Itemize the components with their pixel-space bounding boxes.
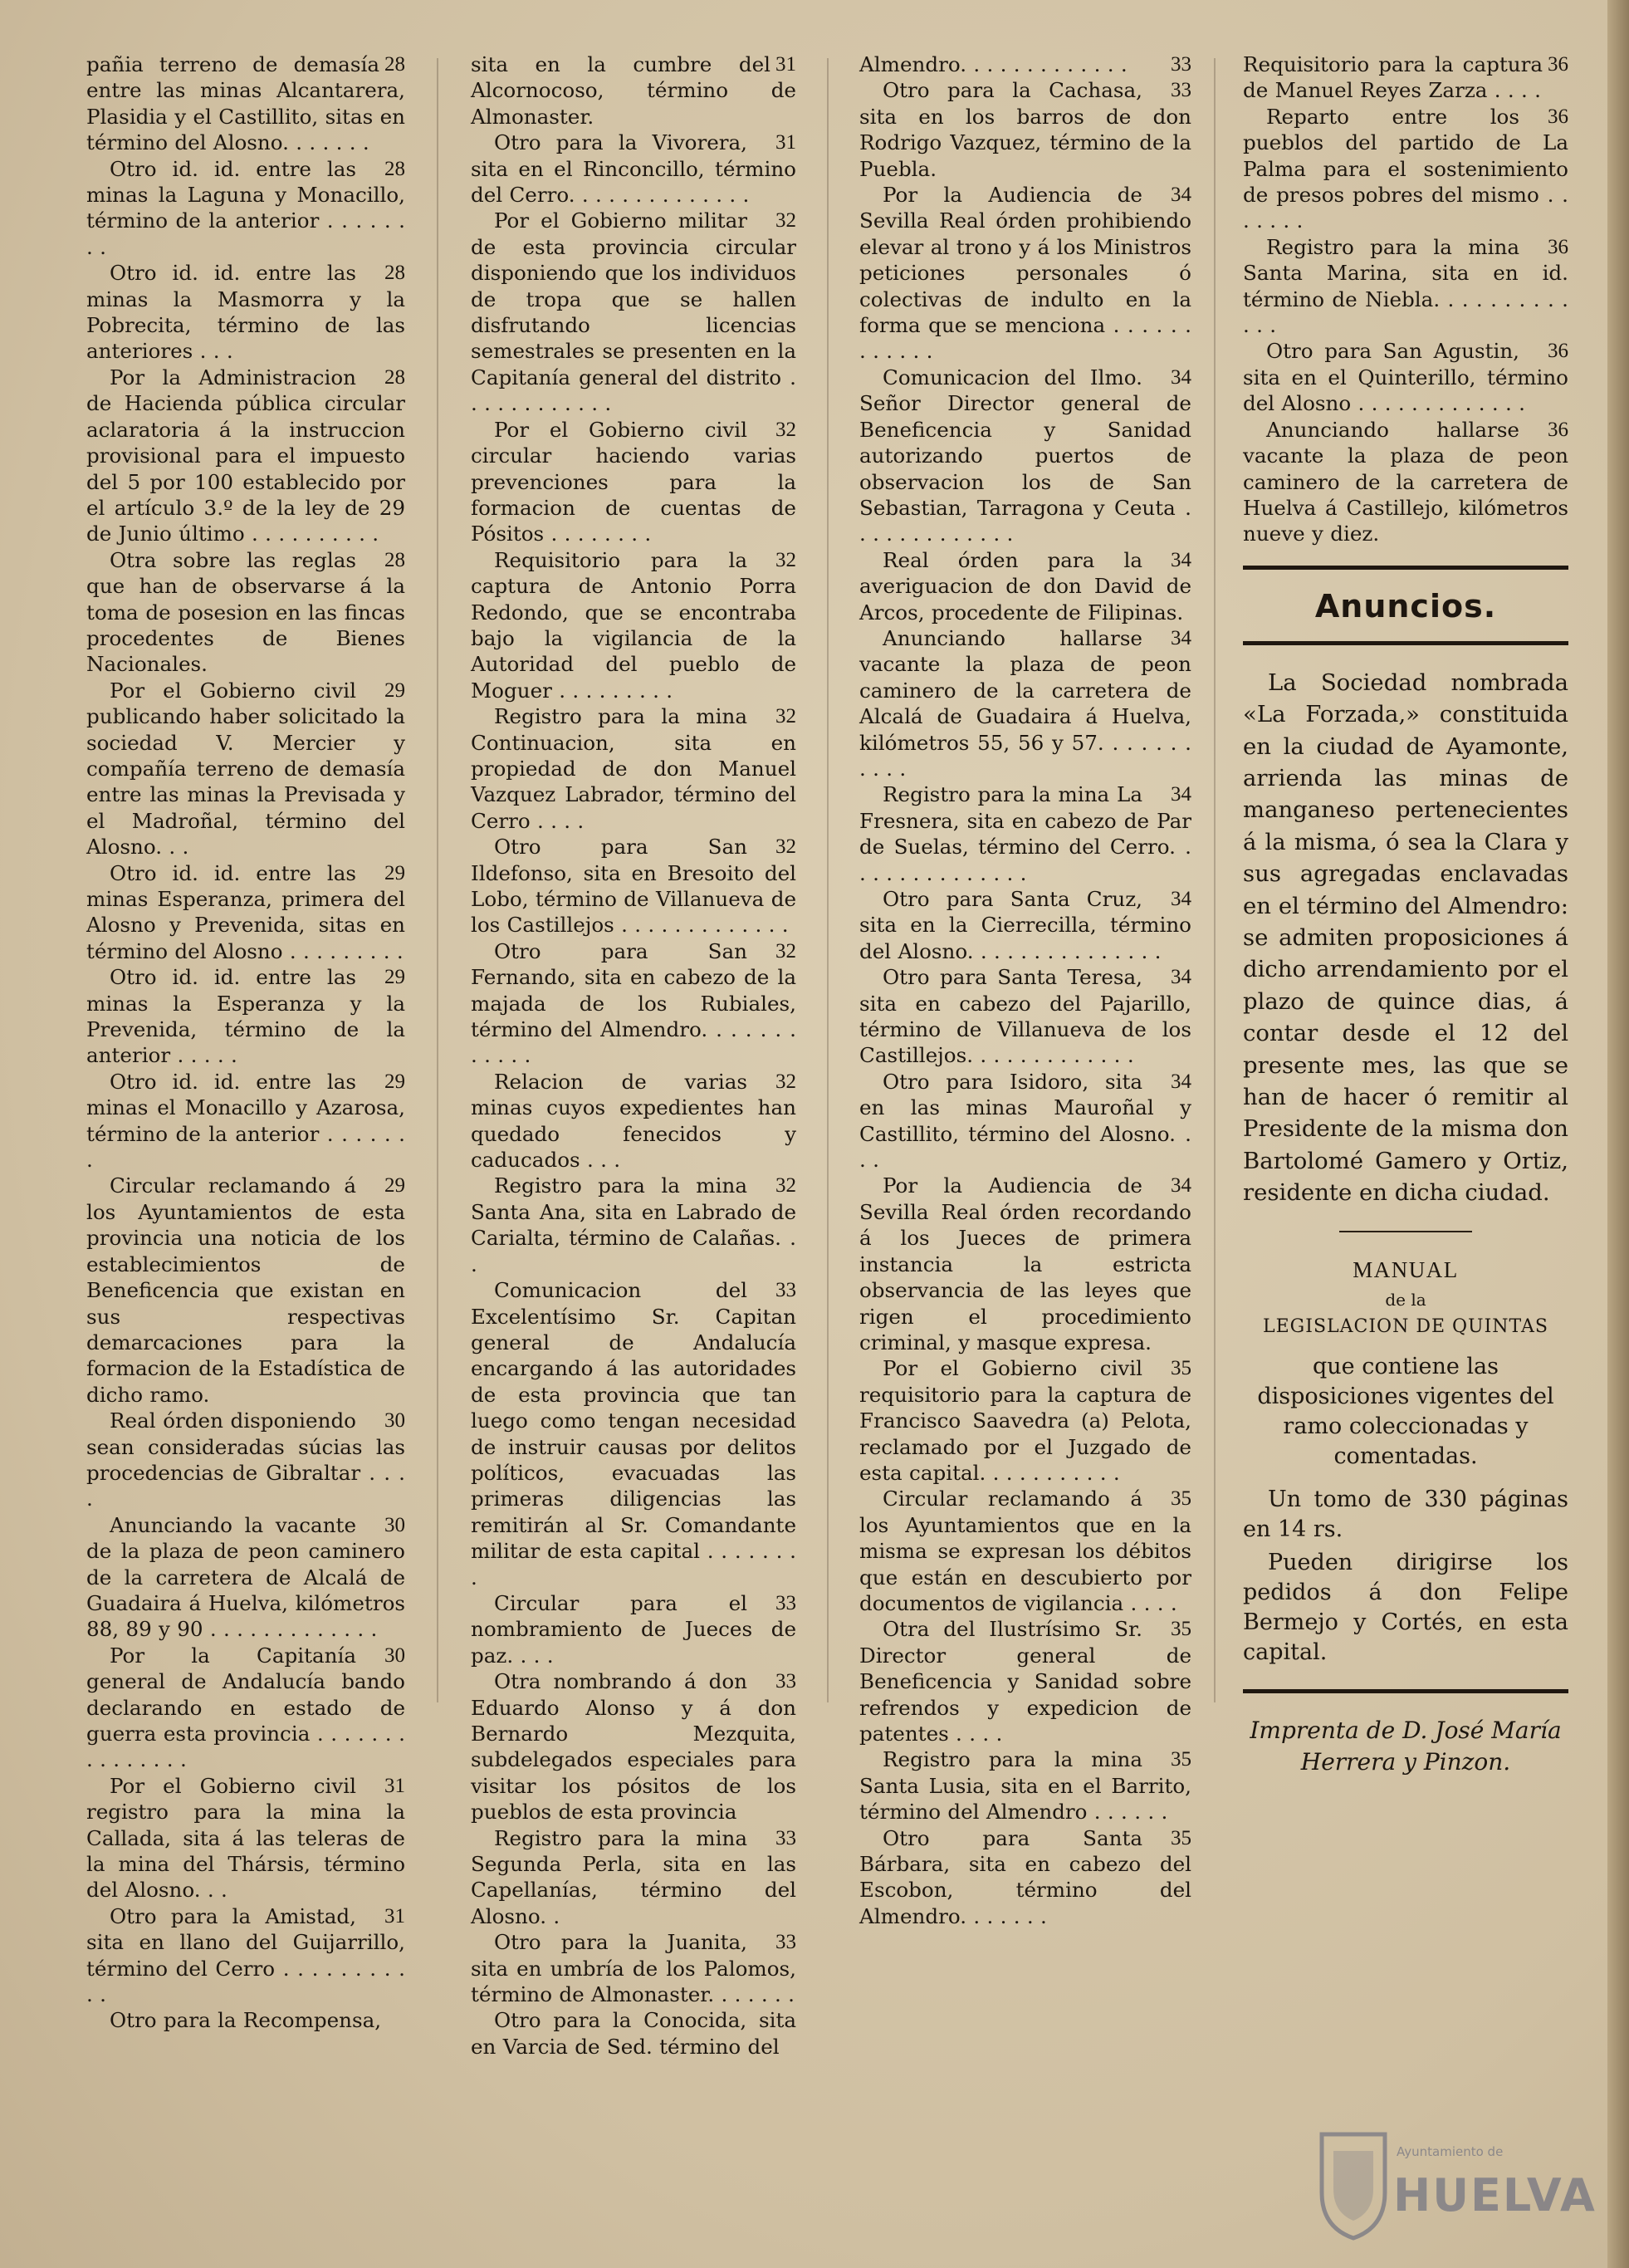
page-number: 33 (775, 1670, 796, 1693)
page-number: 30 (384, 1643, 405, 1667)
entry-text: Otro id. id. entre las minas la Masmorra y la Pobrecita, término de las anteriores . . . (86, 261, 405, 364)
index-entry (859, 1173, 1191, 1355)
index-entry (859, 1616, 1191, 1746)
page-number: 34 (1171, 548, 1191, 571)
entry-text: Por el Gobierno civil registro para la mina la Callada, sita á las teleras de la mina del Thársis, término del Alosno. . . (86, 1773, 405, 1903)
anuncios-heading: Anuncios. (1314, 587, 1497, 625)
entry-text: Registro para la mina Santa Ana, sita en Labrado de Carialta, término de Calañas. . . (471, 1173, 796, 1276)
index-entry (859, 1355, 1191, 1486)
entry-text: Otra nombrando á don Eduardo Alonso y á don Bernardo Mezquita, subdelegados especiales para visitar los pósitos de los pueblos de esta provincia (471, 1669, 796, 1825)
page-number: 35 (1171, 1748, 1191, 1771)
entry-text: Reparto entre los pueblos del partido de La Palma para el sostenimiento de presos pobres del mismo . . . . . . . (1243, 104, 1568, 233)
index-entry (86, 1408, 405, 1512)
entry-text: Otro para Santa Bárbara, sita en cabezo del Escobon, término del Almendro. . . . . . . (859, 1825, 1191, 1928)
index-entry (471, 834, 796, 938)
page-number: 35 (1171, 1618, 1191, 1641)
index-entry (471, 51, 796, 130)
index-entry (86, 2007, 405, 2033)
page-number: 31 (775, 131, 796, 154)
page-number: 34 (1171, 888, 1191, 910)
index-entry (859, 77, 1191, 182)
entry-text: Otro para Santa Teresa, sita en cabezo del Pajarillo, término de Villanueva de los Castillejos. . . . . . . . . . . . . (859, 965, 1191, 1068)
page-number: 33 (775, 1826, 796, 1849)
index-entry (86, 1643, 405, 1773)
page-number: 34 (1171, 783, 1191, 806)
entry-text: Real órden para la averiguacion de don David de Arcos, procedente de Filipinas. (859, 547, 1191, 625)
page-number: 29 (384, 966, 405, 989)
page-number: 28 (384, 262, 405, 285)
section-rule (1243, 641, 1568, 645)
entry-text: Otra sobre las reglas que han de observarse á la toma de posesion en las fincas procedentes de Bienes Nacionales. (86, 547, 405, 677)
page-number: 32 (775, 548, 796, 571)
index-entry (471, 703, 796, 834)
index-entry (471, 1668, 796, 1825)
page-number: 34 (1171, 966, 1191, 989)
column-rule (1214, 58, 1216, 1702)
entry-text: Circular reclamando á los Ayuntamientos de esta provincia una noticia de los establecimientos de Beneficencia que existan en sus respectivas demarcaciones para la formacion de la Estadística de dicho ramo. (86, 1173, 405, 1407)
manual-subtitle: LEGISLACION DE QUINTAS (1263, 1315, 1548, 1337)
entry-text: Registro para la mina Santa Lusia, sita en el Barrito, término del Almendro . . . . . . (859, 1747, 1191, 1825)
entry-text: sita en la cumbre del Alcornocoso, término de Almonaster. (471, 52, 796, 129)
index-entry (471, 547, 796, 703)
index-entry (471, 1590, 796, 1668)
entry-text: Por el Gobierno militar de esta provincia circular disponiendo que los individuos de tropa que se hallen disfrutando licencias semestrales se presenten en la Capitanía general del distrito . . . . . . . . . . . . (471, 208, 796, 416)
index-entry (859, 886, 1191, 964)
entry-text: Almendro. . . . . . . . . . . . . (859, 52, 1128, 76)
entry-text: Requisitorio para la captura de Antonio Porra Redondo, que se encontraba bajo la vigilancia de la Autoridad del pueblo de Moguer . . . . . . . . . (471, 547, 796, 703)
index-column-2 (471, 51, 796, 2059)
page-number: 32 (775, 939, 796, 963)
page-number: 30 (384, 1409, 405, 1433)
index-entry (86, 260, 405, 365)
index-entry (471, 2007, 796, 2060)
index-entry (86, 1069, 405, 1173)
page-number: 33 (775, 1279, 796, 1302)
page-number: 32 (775, 1070, 796, 1093)
page-number: 31 (775, 53, 796, 76)
page-number: 36 (1548, 340, 1568, 363)
index-entry (471, 1069, 796, 1173)
entry-text: Anunciando hallarse vacante la plaza de peon caminero de la carretera de Alcalá de Guadaira á Huelva, kilómetros 55, 56 y 57. . . . . . . . . . . (859, 625, 1191, 781)
index-entry (86, 1903, 405, 2008)
manual-price: Un tomo de 330 páginas en 14 rs. (1243, 1486, 1568, 1542)
entry-text: Otro para la Recompensa, (110, 2008, 382, 2033)
page-number: 33 (775, 1591, 796, 1614)
entry-text: Anunciando hallarse vacante la plaza de peon caminero de la carretera de Huelva á Castillejo, kilómetros nueve y diez. (1243, 417, 1568, 546)
index-entry (471, 417, 796, 547)
section-rule (1243, 1689, 1568, 1693)
index-entry (859, 625, 1191, 781)
entry-text: Por la Audiencia de Sevilla Real órden prohibiendo elevar al trono y á los Ministros peticiones personales ó colectivas de indulto en la forma que se menciona . . . . . . . . . . . . (859, 183, 1191, 364)
index-entry (86, 365, 405, 547)
index-entry (471, 1277, 796, 1590)
index-entry (1243, 338, 1568, 416)
index-entry (86, 51, 405, 156)
page-number: 34 (1171, 1070, 1191, 1093)
page-number: 33 (1171, 53, 1191, 76)
index-entry (859, 1486, 1191, 1616)
index-entry (1243, 417, 1568, 547)
page-number: 28 (384, 548, 405, 571)
index-entry (86, 678, 405, 860)
index-entry (859, 182, 1191, 365)
index-entry (471, 208, 796, 416)
entry-text: Otro para la Conocida, sita en Varcia de Sed. término del (471, 2008, 796, 2059)
manual-de-la: de la (1385, 1289, 1426, 1310)
entry-text: Otro para San Fernando, sita en cabezo de la majada de los Rubiales, término del Almendro. . . . . . . . . . . . (471, 938, 796, 1068)
index-entry (86, 547, 405, 678)
page-number: 35 (1171, 1487, 1191, 1511)
page-number: 36 (1548, 418, 1568, 441)
huelva-seal-watermark (1313, 2126, 1597, 2251)
index-entry (859, 547, 1191, 625)
entry-text: Otro id. id. entre las minas el Monacillo y Azarosa, término de la anterior . . . . . . . (86, 1069, 405, 1173)
page-number: 33 (775, 1931, 796, 1954)
shield-icon (1313, 2126, 1393, 2242)
entry-text: Otro para la Juanita, sita en umbría de los Palomos, término de Almonaster. . . . . . . (471, 1930, 796, 2007)
entry-text: Relacion de varias minas cuyos expedientes han quedado fenecidos y caducados . . . (471, 1069, 796, 1173)
manual-description: que contiene las disposiciones vigentes del ramo coleccionadas y comentadas. (1257, 1353, 1554, 1469)
index-entry (471, 1173, 796, 1277)
page-number: 29 (384, 861, 405, 884)
entry-text: Otro id. id. entre las minas la Laguna y Monacillo, término de la anterior . . . . . . . . (86, 156, 405, 259)
index-entry (86, 1173, 405, 1408)
index-entry (859, 781, 1191, 886)
page-number: 29 (384, 678, 405, 702)
index-entry (859, 365, 1191, 547)
entry-text: Por el Gobierno civil circular haciendo varias prevenciones para la formacion de cuentas de Pósitos . . . . . . . . (471, 417, 796, 546)
index-entry (86, 156, 405, 261)
manual-orders: Pueden dirigirse los pedidos á don Felipe Bermejo y Cortés, en esta capital. (1243, 1549, 1568, 1665)
page-number: 29 (384, 1070, 405, 1093)
page-number: 36 (1548, 53, 1568, 76)
index-entries (1243, 51, 1568, 547)
entry-text: Comunicacion del Excelentísimo Sr. Capitan general de Andalucía encargando á las autoridades de esta provincia que tan luego como tengan necesidad de instruir causas por delitos políticos, evacuadas las primeras diligencias las remitirán al Sr. Comandante militar de esta capital . . . . . . . . (471, 1278, 796, 1590)
entry-text: Circular para el nombramiento de Jueces de paz. . . . (471, 1590, 796, 1668)
page-number: 33 (1171, 79, 1191, 102)
page-number: 31 (384, 1774, 405, 1797)
entry-text: Otro para la Amistad, sita en llano del Guijarrillo, término del Cerro . . . . . . . . . . . (86, 1903, 405, 2007)
page-number: 32 (775, 835, 796, 859)
entry-text: Por la Capitanía general de Andalucía bando declarando en estado de guerra esta provincia . . . . . . . . . . . . . . . (86, 1643, 405, 1772)
index-entry (1243, 51, 1568, 104)
page-number: 29 (384, 1174, 405, 1198)
index-column-1 (86, 51, 405, 2033)
index-entry (86, 860, 405, 965)
page-number: 32 (775, 418, 796, 441)
entry-text: Otro para la Vivorera, sita en el Rinconcillo, término del Cerro. . . . . . . . . . . . . . (471, 130, 796, 208)
entry-text: Registro para la mina Segunda Perla, sita en las Capellanías, término del Alosno. . (471, 1825, 796, 1928)
index-entry (859, 1069, 1191, 1173)
entry-text: Otro id. id. entre las minas la Esperanza y la Prevenida, término de la anterior . . . . . (86, 965, 405, 1068)
page-number: 30 (384, 1513, 405, 1536)
index-column-4 (1243, 51, 1568, 1776)
page-number: 32 (775, 1174, 796, 1198)
entry-text: Comunicacion del Ilmo. Señor Director general de Beneficencia y Sanidad autorizando puertos de observacion los de San Sebastian, Tarragona y Ceuta . . . . . . . . . . . . . (859, 365, 1191, 546)
index-column-3 (859, 51, 1191, 1928)
index-entry (859, 1825, 1191, 1930)
index-entry (471, 130, 796, 208)
page-number: 36 (1548, 235, 1568, 258)
index-entry (1243, 104, 1568, 234)
index-entry (471, 1825, 796, 1930)
divider (1339, 1231, 1472, 1232)
advertisement-text: La Sociedad nombrada «La Forzada,» constituida en la ciudad de Ayamonte, arrienda las minas de manganeso pertenecientes á la misma, ó sea la Clara y sus agregadas enclavadas en el término del Almendro: se admiten proposiciones á dicho arrendamiento por el plazo de quince dias, á contar desde el 12 del presente mes, las que se han de hacer ó remitir al Presidente de la misma don Bartolomé Gamero y Ortiz, residente en dicha ciudad. (1243, 669, 1568, 1207)
index-entry (859, 51, 1191, 77)
column-rule (827, 58, 829, 1702)
page-number: 31 (384, 1904, 405, 1928)
entry-text: Otro id. id. entre las minas Esperanza, primera del Alosno y Prevenida, sitas en término del Alosno . . . . . . . . . (86, 860, 405, 963)
entry-text: Por la Administracion de Hacienda pública circular aclaratoria á la instruccion provisional para el impuesto del 5 por 100 establecido por el artículo 3.º de la ley de 29 de Junio último . . . . . . . . . . (86, 365, 405, 546)
entry-text: Requisitorio para la captura de Manuel Reyes Zarza . . . . (1243, 52, 1543, 103)
imprint: Imprenta de D. José María Herrera y Pinzon. (1250, 1716, 1562, 1776)
page-number: 35 (1171, 1826, 1191, 1849)
entry-text: Otro para San Ildefonso, sita en Bresoito del Lobo, término de Villanueva de los Castillejos . . . . . . . . . . . . . (471, 835, 796, 938)
entry-text: Otro para la Cachasa, sita en los barros de don Rodrigo Vazquez, término de la Puebla. (859, 78, 1191, 181)
page-number: 32 (775, 705, 796, 728)
entry-text: Registro para la mina La Fresnera, sita en cabezo de Par de Suelas, término del Cerro. . . . . . . . . . . . . . . (859, 782, 1191, 885)
page-number: 28 (384, 53, 405, 76)
index-entry (86, 964, 405, 1069)
page-number: 28 (384, 365, 405, 389)
page-number: 34 (1171, 365, 1191, 389)
seal-city: HUELVA (1393, 2169, 1597, 2221)
index-entry (859, 1746, 1191, 1825)
entry-text: Circular reclamando á los Ayuntamientos que en la misma se expresan los débitos que están en descubierto por documentos de vigilancia . . . . (859, 1487, 1191, 1615)
entry-text: Otro para Isidoro, sita en las minas Mauroñal y Castillito, término del Alosno. . . . (859, 1069, 1191, 1173)
column-rule (437, 58, 438, 1702)
index-entry (859, 964, 1191, 1069)
index-entry (1243, 234, 1568, 339)
manual-title: MANUAL (1353, 1256, 1459, 1282)
page-number: 34 (1171, 626, 1191, 649)
entry-text: Otra del Ilustrísimo Sr. Director general de Beneficencia y Sanidad sobre refrendos y expedicion de patentes . . . . (859, 1617, 1191, 1746)
entry-text: Real órden disponiendo sean consideradas súcias las procedencias de Gibraltar . . . . (86, 1408, 405, 1511)
entry-text: Por la Audiencia de Sevilla Real órden recordando á los Jueces de primera instancia la estricta observancia de las leyes que rigen el procedimiento criminal, y masque expresa. (859, 1173, 1191, 1354)
page-number: 34 (1171, 184, 1191, 207)
seal-caption: Ayuntamiento de (1397, 2144, 1504, 2159)
entry-text: Otro para San Agustin, sita en el Quinterillo, término del Alosno . . . . . . . . . . . . . (1243, 339, 1568, 416)
index-entry (471, 1929, 796, 2007)
index-entry (86, 1773, 405, 1903)
entry-text: pañia terreno de demasía entre las minas Alcantarera, Plasidia y el Castillito, sitas en término del Alosno. . . . . . . (86, 52, 405, 155)
page-edge (1607, 0, 1629, 2268)
index-entry (86, 1512, 405, 1643)
page-number: 32 (775, 209, 796, 233)
page-number: 36 (1548, 105, 1568, 128)
entry-text: Por el Gobierno civil publicando haber solicitado la sociedad V. Mercier y compañía terreno de demasía entre las minas la Previsada y el Madroñal, término del Alosno. . . (86, 678, 405, 860)
entry-text: Por el Gobierno civil requisitorio para la captura de Francisco Saavedra (a) Pelota, reclamado por el Juzgado de esta capital. . . . . . . . . . . (859, 1356, 1191, 1485)
section-rule (1243, 566, 1568, 570)
index-entry (471, 938, 796, 1069)
page-number: 34 (1171, 1174, 1191, 1198)
page-number: 35 (1171, 1357, 1191, 1380)
entry-text: Otro para Santa Cruz, sita en la Cierrecilla, término del Alosno. . . . . . . . . . . . . . . (859, 887, 1191, 963)
page-number: 28 (384, 157, 405, 180)
entry-text: Registro para la mina Santa Marina, sita en id. término de Niebla. . . . . . . . . . . . . (1243, 234, 1568, 338)
entry-text: Anunciando la vacante de la plaza de peon caminero de la carretera de Alcalá de Guadaira á Huelva, kilómetros 88, 89 y 90 . . . . . . . . . . . . . (86, 1512, 405, 1642)
entry-text: Registro para la mina Continuacion, sita en propiedad de don Manuel Vazquez Labrador, término del Cerro . . . . (471, 704, 796, 833)
